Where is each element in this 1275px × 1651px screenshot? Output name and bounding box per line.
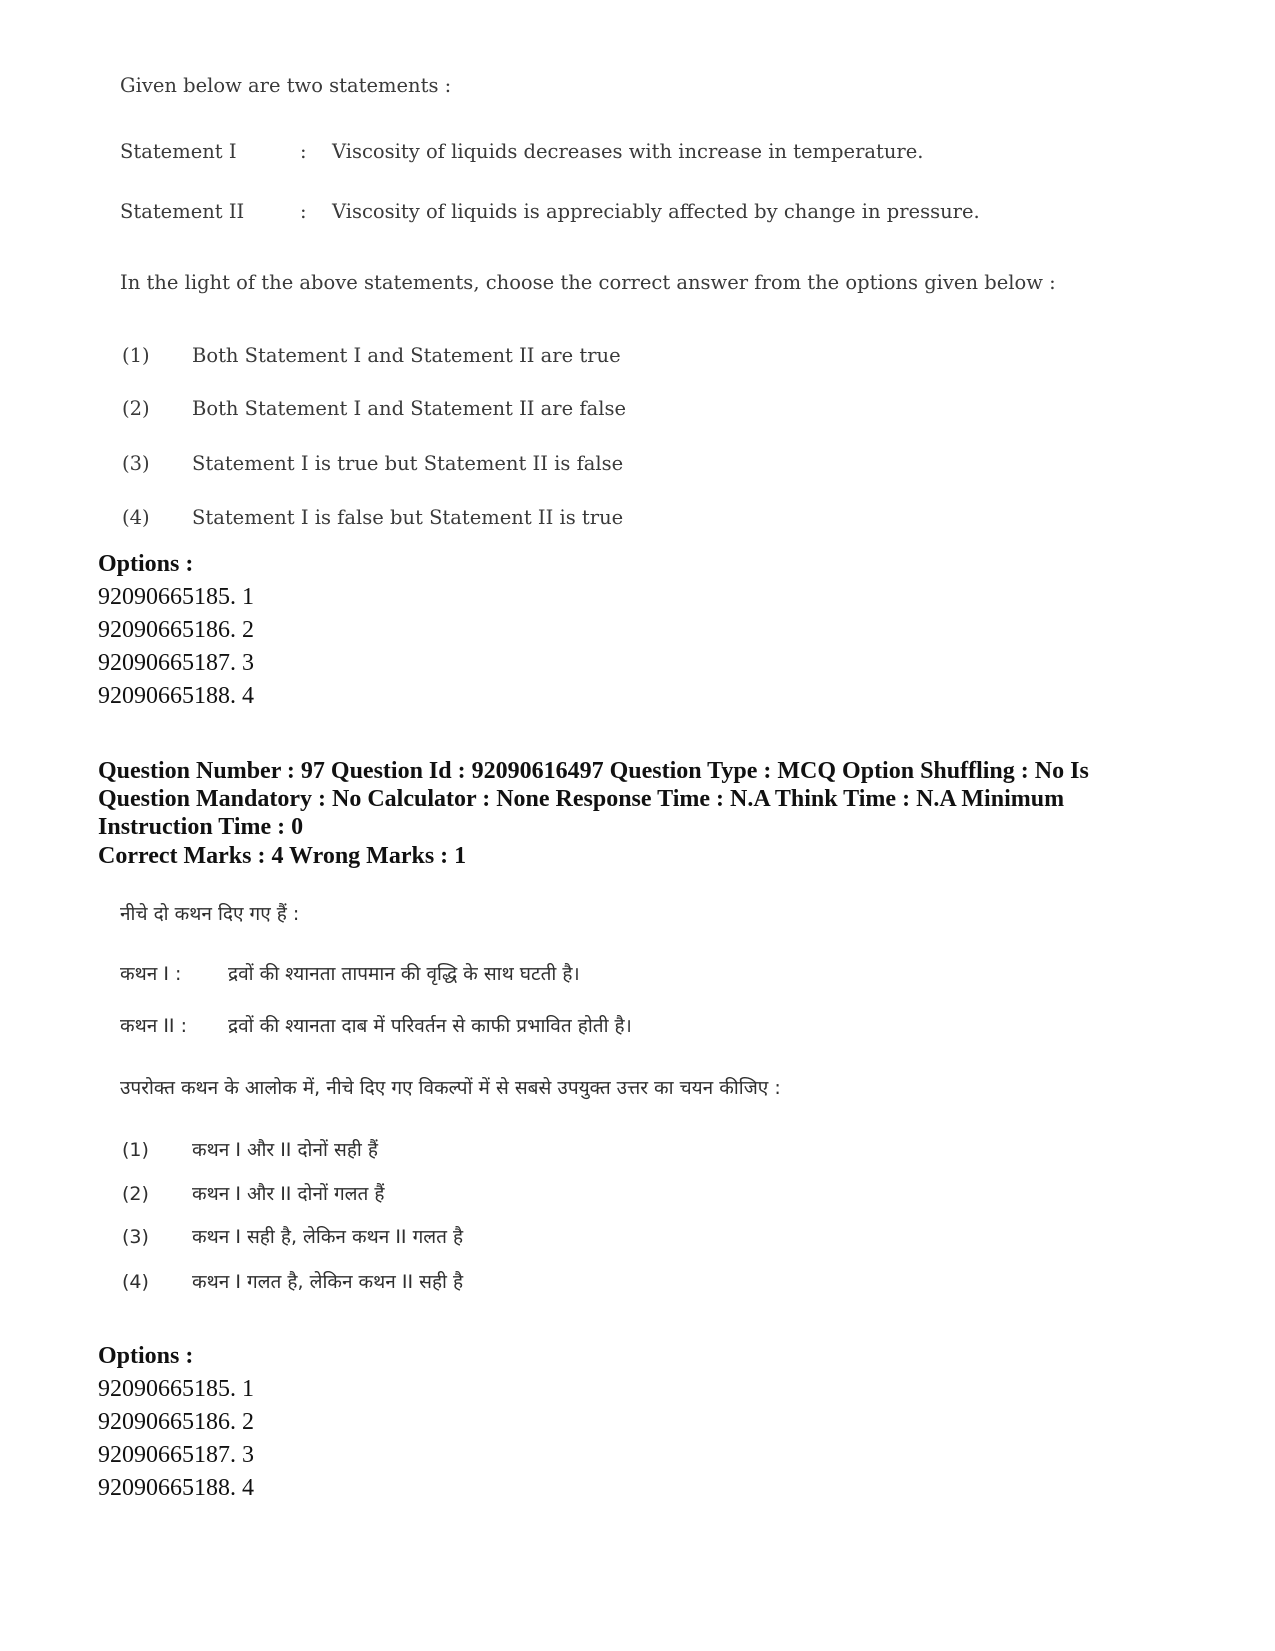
choice-text: Both Statement I and Statement II are true [192,344,621,367]
choice-text: कथन I और II दोनों सही हैं [192,1139,378,1161]
choice-text: कथन I गलत है, लेकिन कथन II सही है [192,1271,464,1293]
q97-option-id: 92090665185. 1 [98,1376,254,1402]
choice-number: (3) [122,1226,149,1248]
statement-text: Viscosity of liquids is appreciably affected by change in pressure. [332,200,980,223]
q97-header: Question Number : 97 Question Id : 92090616497 Question Type : MCQ Option Shuffling : No Is Question Mandatory : No Calculator : None Response Time : N.A Think Time : N.A Minimum Instruction Time : 0 [98,758,1089,840]
choice-number: (2) [122,1183,149,1205]
q96-option-id: 92090665186. 2 [98,617,254,643]
q96-options-heading: Options : [98,551,194,577]
choice-number: (2) [122,397,150,420]
statement-label: Statement I [120,140,237,163]
q96-intro: Given below are two statements : [120,74,452,97]
q97-choice [122,1223,463,1249]
q97-option-id: 92090665186. 2 [98,1409,254,1435]
q96-choice [122,506,623,529]
statement-colon: : [300,200,307,223]
q97-choice [122,1180,385,1206]
choice-text: कथन I सही है, लेकिन कथन II गलत है [192,1226,464,1248]
q96-statement-1 [120,140,923,163]
q96-option-id: 92090665185. 1 [98,584,254,610]
q96-choice [122,452,623,475]
q97-options-heading: Options : [98,1343,194,1369]
q97-intro: नीचे दो कथन दिए गए हैं : [120,903,300,925]
q97-choice [122,1268,463,1294]
q96-option-id: 92090665187. 3 [98,650,254,676]
q96-option-id: 92090665188. 4 [98,683,254,709]
statement-text: द्रवों की श्यानता दाब में परिवर्तन से काफी प्रभावित होती है। [228,1015,632,1037]
statement-label: Statement II [120,200,245,223]
choice-text: Both Statement I and Statement II are false [192,397,626,420]
choice-number: (1) [122,344,150,367]
choice-text: Statement I is true but Statement II is false [192,452,624,475]
q97-option-id: 92090665188. 4 [98,1475,254,1501]
q97-choice [122,1136,378,1162]
choice-number: (3) [122,452,150,475]
choice-text: कथन I और II दोनों गलत हैं [192,1183,385,1205]
choice-number: (4) [122,506,150,529]
choice-number: (1) [122,1139,149,1161]
q97-option-id: 92090665187. 3 [98,1442,254,1468]
statement-label: कथन II : [120,1015,187,1037]
choice-number: (4) [122,1271,149,1293]
q97-marks: Correct Marks : 4 Wrong Marks : 1 [98,843,467,869]
statement-text: Viscosity of liquids decreases with increase in temperature. [332,140,924,163]
q97-statement-2 [120,1012,632,1038]
q97-instruction: उपरोक्त कथन के आलोक में, नीचे दिए गए विकल्पों में से सबसे उपयुक्त उत्तर का चयन कीजिए : [120,1077,781,1099]
q96-choice [122,344,621,367]
statement-colon: : [300,140,307,163]
q96-instruction: In the light of the above statements, choose the correct answer from the options given below : [120,271,1056,294]
q96-choice [122,397,626,420]
choice-text: Statement I is false but Statement II is true [192,506,624,529]
q96-statement-2 [120,200,980,223]
statement-label: कथन I : [120,963,182,985]
statement-text: द्रवों की श्यानता तापमान की वृद्धि के साथ घटती है। [228,963,580,985]
q97-statement-1 [120,960,580,986]
